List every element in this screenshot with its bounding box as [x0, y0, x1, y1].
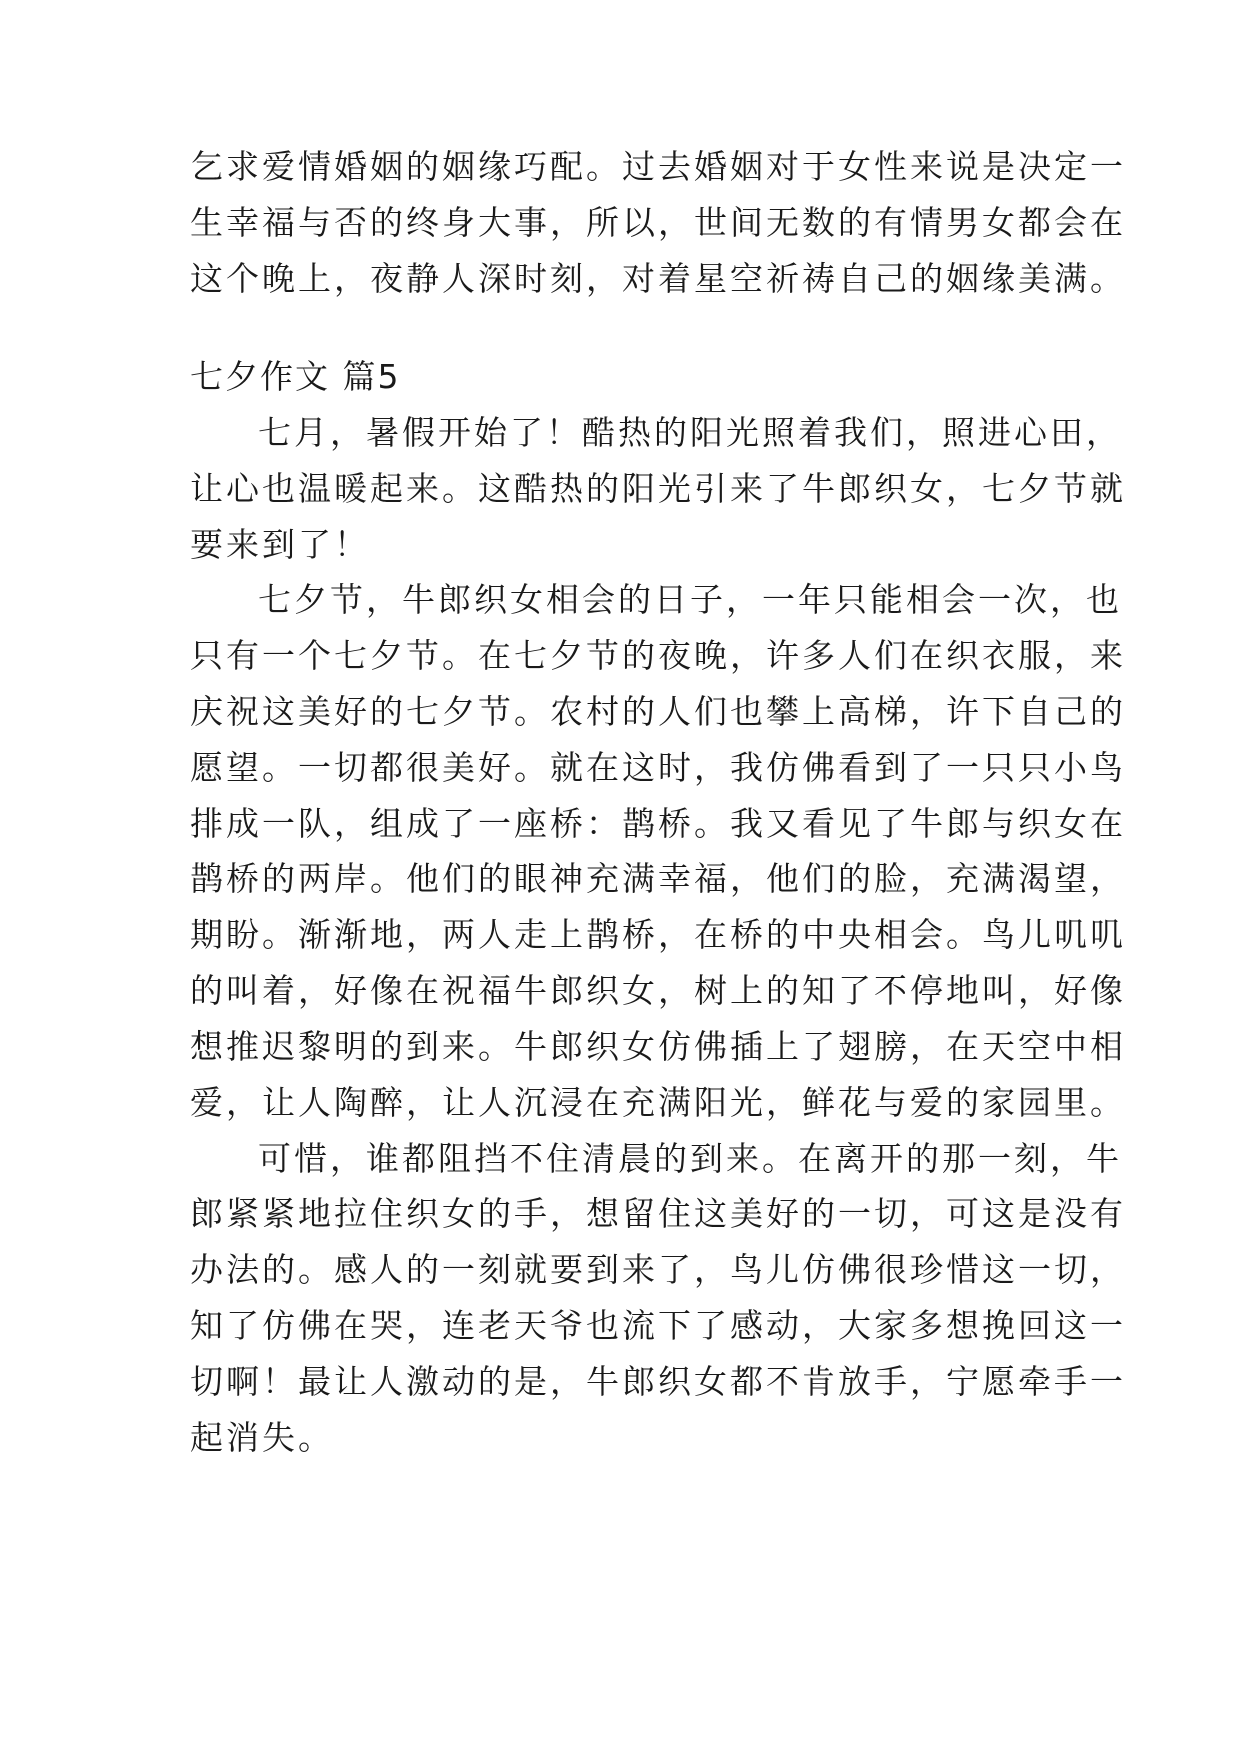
paragraph2-line-8: 的叫着，好像在祝福牛郎织女，树上的知了不停地叫，好像 — [190, 971, 1126, 1010]
intro-line-2: 生幸福与否的终身大事，所以，世间无数的有情男女都会在 — [190, 203, 1126, 242]
paragraph2-line-4: 愿望。一切都很美好。就在这时，我仿佛看到了一只只小鸟 — [190, 748, 1126, 787]
paragraph1-line-3: 要来到了！ — [190, 525, 370, 564]
paragraph2-line-6: 鹊桥的两岸。他们的眼神充满幸福，他们的脸，充满渴望， — [190, 859, 1126, 898]
paragraph2-line-9: 想推迟黎明的到来。牛郎织女仿佛插上了翅膀，在天空中相 — [190, 1027, 1126, 1066]
intro-line-3: 这个晚上，夜静人深时刻，对着星空祈祷自己的姻缘美满。 — [190, 259, 1126, 298]
paragraph2-line-7: 期盼。渐渐地，两人走上鹊桥，在桥的中央相会。鸟儿叽叽 — [190, 915, 1126, 954]
section-heading: 七夕作文 篇5 — [190, 357, 401, 396]
paragraph2-line-1: 七夕节，牛郎织女相会的日子，一年只能相会一次，也 — [258, 580, 1122, 619]
paragraph3-line-1: 可惜，谁都阻挡不住清晨的到来。在离开的那一刻，牛 — [258, 1139, 1122, 1178]
paragraph3-line-5: 切啊！最让人激动的是，牛郎织女都不肯放手，宁愿牵手一 — [190, 1362, 1126, 1401]
paragraph2-line-3: 庆祝这美好的七夕节。农村的人们也攀上高梯，许下自己的 — [190, 692, 1126, 731]
paragraph2-line-10: 爱，让人陶醉，让人沉浸在充满阳光，鲜花与爱的家园里。 — [190, 1083, 1126, 1122]
paragraph2-line-2: 只有一个七夕节。在七夕节的夜晚，许多人们在织衣服，来 — [190, 636, 1126, 675]
paragraph3-line-3: 办法的。感人的一刻就要到来了，鸟儿仿佛很珍惜这一切， — [190, 1250, 1126, 1289]
paragraph3-line-4: 知了仿佛在哭，连老天爷也流下了感动，大家多想挽回这一 — [190, 1306, 1126, 1345]
paragraph1-line-2: 让心也温暖起来。这酷热的阳光引来了牛郎织女，七夕节就 — [190, 469, 1126, 508]
paragraph3-line-2: 郎紧紧地拉住织女的手，想留住这美好的一切，可这是没有 — [190, 1194, 1126, 1233]
paragraph1-line-1: 七月，暑假开始了！酷热的阳光照着我们，照进心田， — [258, 413, 1122, 452]
paragraph2-line-5: 排成一队，组成了一座桥：鹊桥。我又看见了牛郎与织女在 — [190, 804, 1126, 843]
paragraph3-line-6: 起消失。 — [190, 1418, 334, 1457]
intro-line-1: 乞求爱情婚姻的姻缘巧配。过去婚姻对于女性来说是决定一 — [190, 147, 1126, 186]
